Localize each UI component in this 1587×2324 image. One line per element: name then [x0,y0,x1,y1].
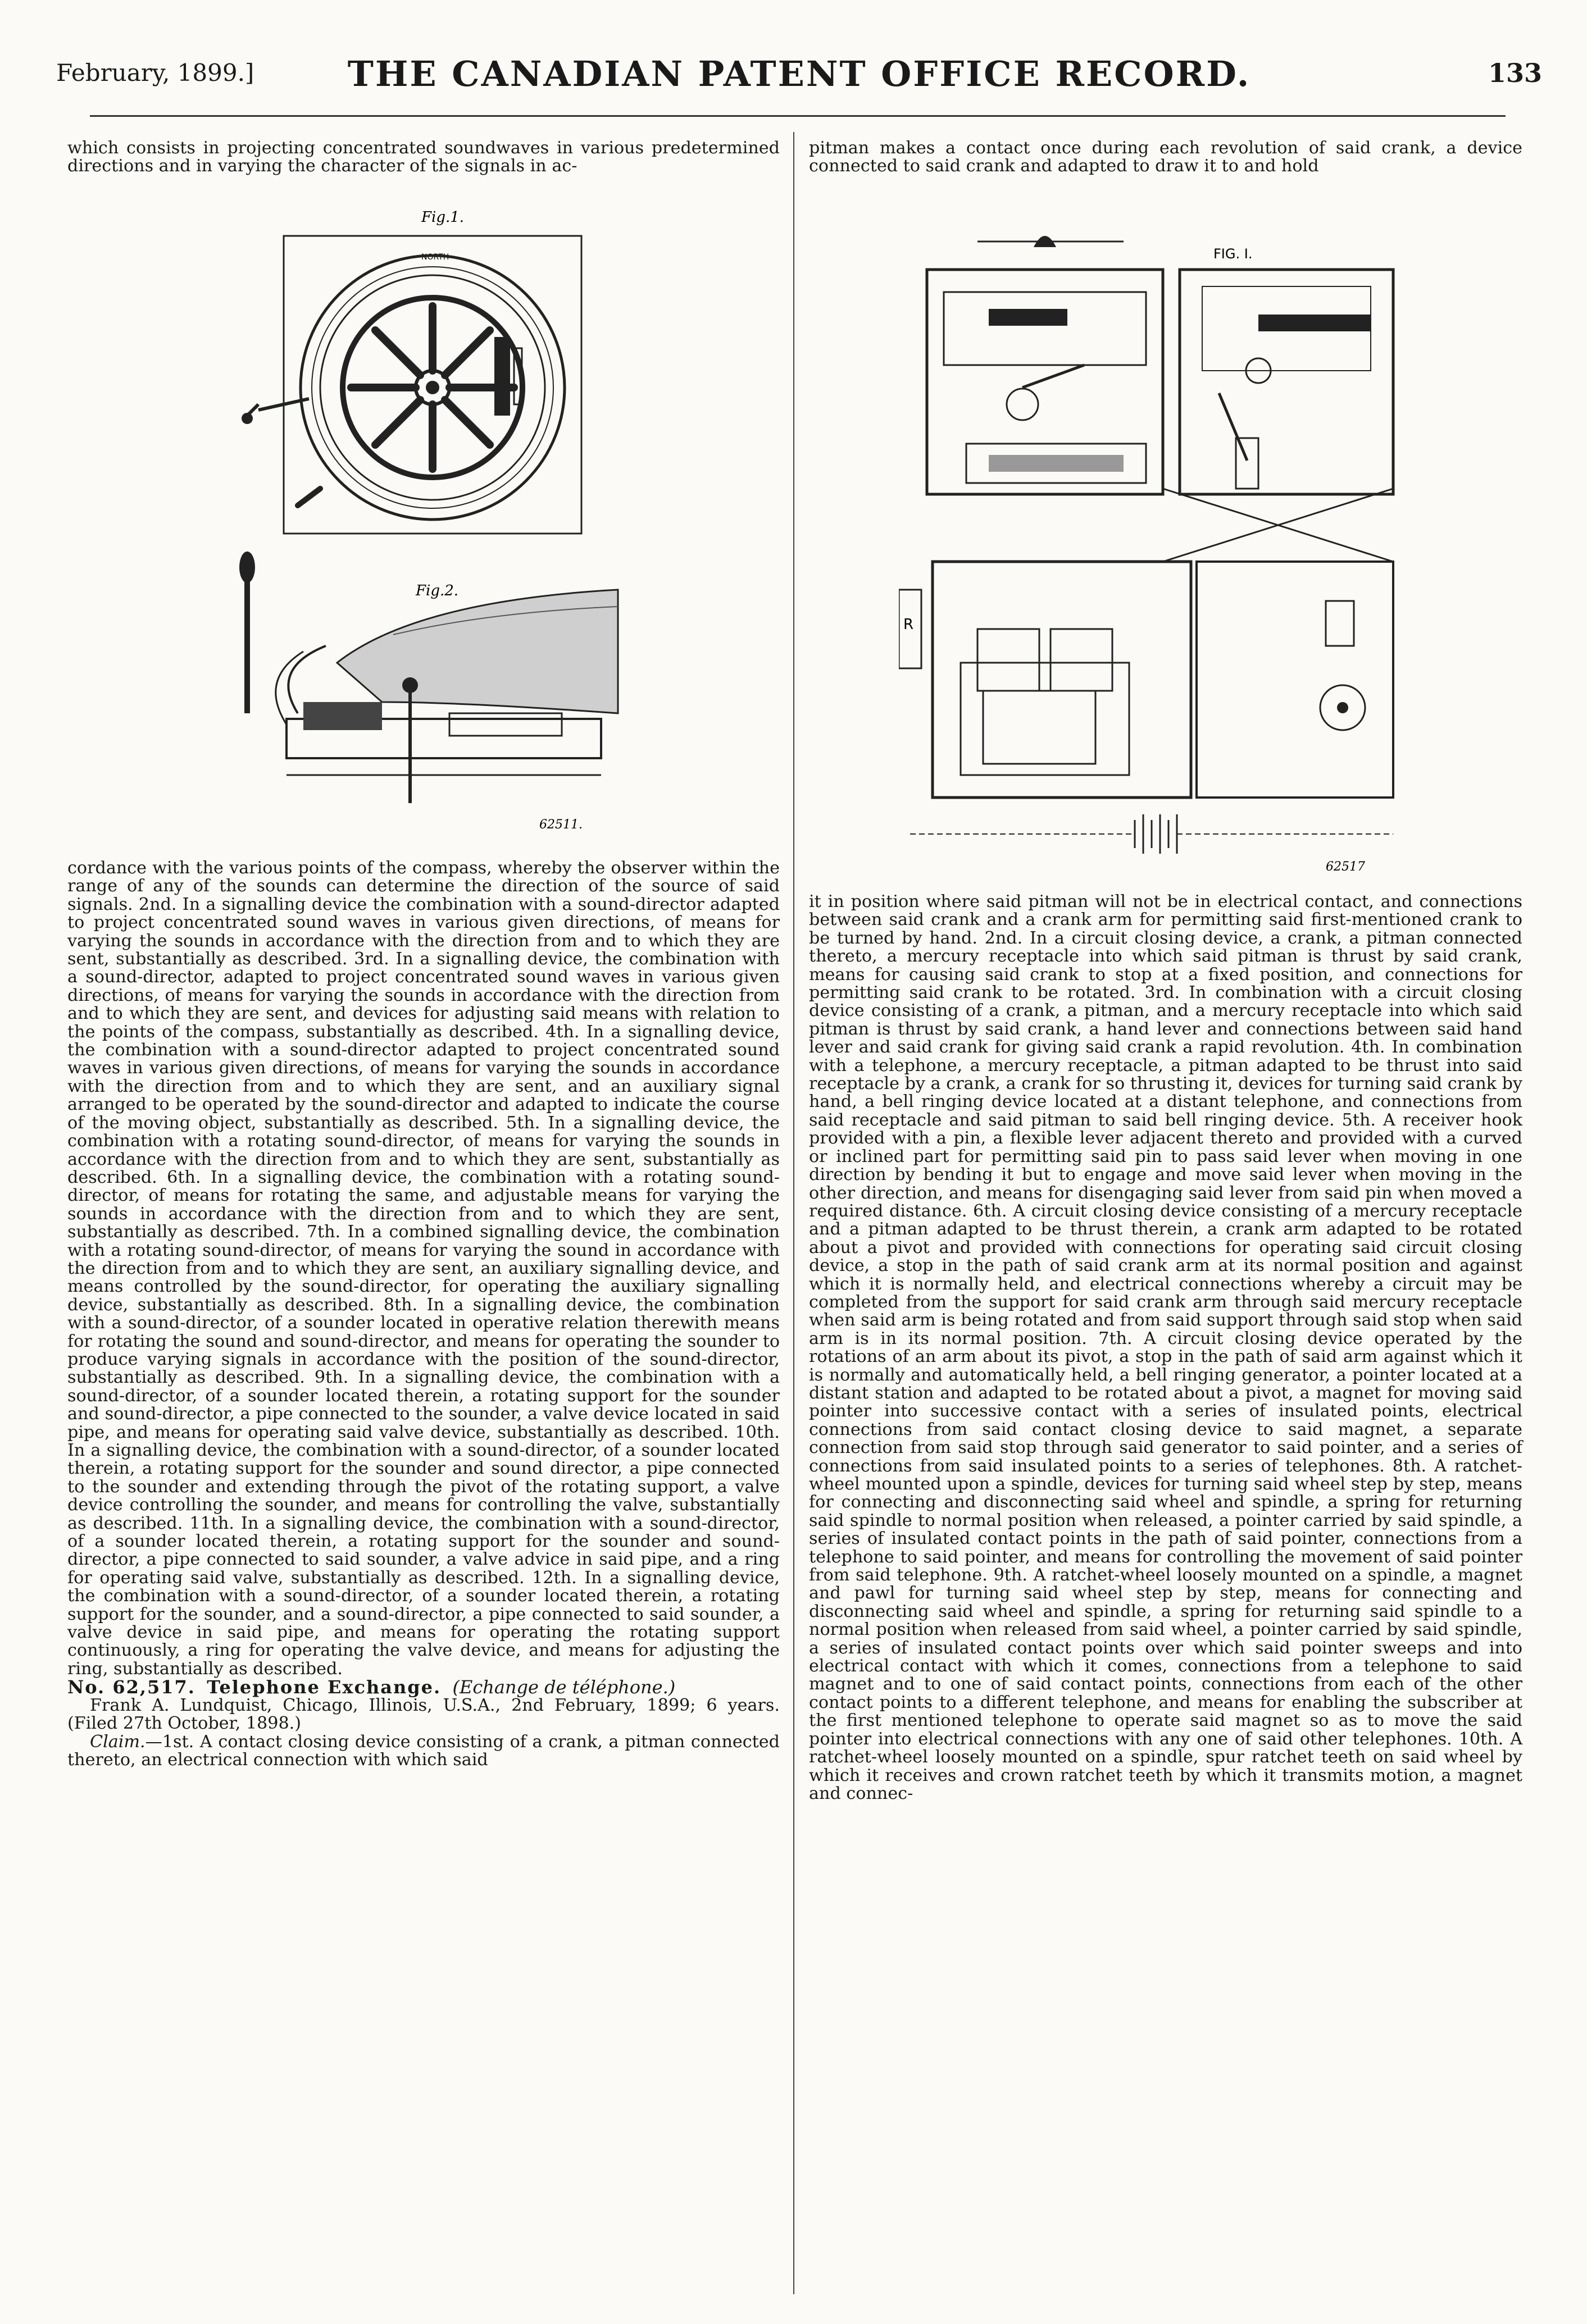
fig1-label: Fig.1. [421,209,465,226]
patent-inventor: Frank A. Lundquist, Chicago, Illinois, U.S.A., 2nd February, 1899; 6 years. (Filed 27th October, 1898.) [67,1695,780,1734]
publication-title: THE CANADIAN PATENT OFFICE RECORD. [347,53,1251,94]
header-rule [90,115,1506,117]
right-column-body [809,893,1522,1803]
page-header [56,53,1542,110]
sound-director-drawing [236,208,640,837]
patent-number: No. 62,517. [67,1676,195,1698]
right-top-paragraph: pitman makes a contact once during each revolution of said crank, a device connected to said crank and adapted to draw it to and hold [809,138,1522,176]
right-column-top-text [809,139,1522,176]
left-claims-paragraph: cordance with the various points of the compass, whereby the observer within the range of any of the sounds can determine the direction of the source of said signals. 2nd. In a signalling device the combination with a sound-director adapted to project concentrated sound waves in various given directions, of means for varying the sounds in accordance with the direction from and to which they are sent, substantially as described. 3rd. In a signalling device, the combination with a sound-director, adapted to project concentrated sound waves in various given directions, of means for varying the sounds in accordance with the direction from and to which they are sent, and devices for adjusting said means with relation to the points of the compass, substantially as described. 4th. In a signalling device, the combination with a sound-director adapted to project concentrated sound waves in various given directions, of means for varying the sounds in accordance with the direction from and to which they are sent, and an auxiliary signal arranged to be operated by the sound-director and adapted to indicate the course of the moving object, substantially as described. 5th. In a signalling device, the combination with a rotating sound-director, of means for varying the sounds in accordance with the direction from and to which they are sent, substantially as described. 6th. In a signalling device, the combination with a rotating sound-director, of means for rotating the same, and adjustable means for varying the sounds in accordance with the direction from and to which they are sent, substantially as described. 7th. In a combined signalling device, the combination with a rotating sound-director, of means for varying the sound in accordance with the direction from and to which they are sent, an auxiliary signalling device, and means controlled by the sound-director, for operating the auxiliary signalling device, substantially as described. 8th. In a signalling device, the combination with a sound-director, of a sounder located in operative relation therewith means for rotating the sound and sound-director, and means for operating the sounder to produce varying signals in accordance with the position of the sound-director, substantially as described. 9th. In a signalling device, the combination with a sound-director, of a sounder located therein, a rotating support for the sounder and sound-director, a pipe connected to the sounder, a valve device located in said pipe, and means for operating said valve device, substantially as described. 10th. In a signalling device, the combination with a sound-director, of a sounder located therein, a rotating support for the sounder and sound director, a pipe connected to the sounder and extending through the pivot of the rotating support, a valve device controlling the sounder, and means for controlling the valve, substantially as described. 11th. In a signalling device, the combination with a sound-director, of a sounder located therein, a rotating support for the sounder and sound-director, a pipe connected to said sounder, a valve advice in said pipe, and a ring for operating said valve, substantially as described. 12th. In a signalling device, the combination with a sound-director, of a sounder located therein, a rotating support for the sounder, and a sound-director, a pipe connected to said sounder, a valve device in said pipe, and means for operating the rotating support continuously, a ring for operating the valve device, and means for adjusting the ring, substantially as described. [67,858,780,1679]
patent-figure-62517 [899,225,1404,876]
right-claims-paragraph: it in position where said pitman will not be in electrical contact, and connections between said crank and a crank arm for permitting said first-mentioned crank to be turned by hand. 2nd. In a circuit closing device, a crank, a pitman connected thereto, a mercury receptacle into which said pitman is thrust by said crank, means for causing said crank to stop at a fixed position, and connections for permitting said crank to be rotated. 3rd. In combination with a circuit closing device consisting of a crank, a pitman, and a mercury receptacle into which said pitman is thrust by said crank, a hand lever and connections between said hand lever and said crank for giving said crank a rapid revolution. 4th. In combination with a telephone, a mercury receptacle, a pitman adapted to be thrust into said receptacle by a crank, a crank for so thrusting it, devices for turning said crank by hand, a bell ringing device located at a distant telephone, and connections from said receptacle and said pitman to said bell ringing device. 5th. A receiver hook provided with a pin, a flexible lever adjacent thereto and provided with a curved or inclined part for permitting said pin to pass said lever when moving in one direction by bending it but to engage and move said lever when moving in the other direction, and means for disengaging said lever from said pin when moved a required distance. 6th. A circuit closing device consisting of a mercury receptacle and a pitman adapted to be thrust therein, a crank arm adapted to be rotated about a pivot and provided with connections for operating said circuit closing device, a stop in the path of said crank arm at its normal position and against which it is normally held, and electrical connections whereby a circuit may be completed from the support for said crank arm through said mercury receptacle when said arm is being rotated and from said support through said stop when said arm is in its normal position. 7th. A circuit closing device operated by the rotations of an arm about its pivot, a stop in the path of said arm against which it is normally and automatically held, a bell ringing generator, a pointer located at a distant station and adapted to be rotated about a pivot, a magnet for moving said pointer into successive contact with a series of insulated points, electrical connections from said contact closing device to said magnet, a separate connection from said stop through said generator to said pointer, and a series of connections from said insulated points to a series of telephones. 8th. A ratchet-wheel mounted upon a spindle, devices for turning said wheel step by step, means for connecting and disconnecting said wheel and spindle, a spring for returning said spindle to normal position when released, a pointer carried by said spindle, a series of insulated contact points in the path of said pointer, connections from a telephone to said pointer, and means for controlling the movement of said pointer from said telephone. 9th. A ratchet-wheel loosely mounted on a spindle, a magnet and pawl for turning said wheel step by step, means for connecting and disconnecting said wheel and spindle, a spring for returning said spindle to a normal position when released from said wheel, a pointer carried by said spindle, a series of insulated contact points over which said pointer sweeps and into electrical contact with which it comes, connections from a telephone to said magnet and to one of said contact points, connections from each of the other contact points to a different telephone, and means for enabling the subscriber at the first mentioned telephone to operate said magnet so as to move the said pointer into electrical connections with any one of said other telephones. 10th. A ratchet-wheel loosely mounted on a spindle, spur ratchet teeth on said wheel by which it receives and crown ratchet teeth by which it transmits motion, a magnet and connec- [809,892,1522,1803]
claim-label: Claim. [90,1731,145,1752]
fig2-label: Fig.2. [416,582,459,599]
column-divider [793,132,794,2294]
page-number: 133 [1488,58,1542,88]
patent-title: Telephone Exchange. [207,1676,442,1698]
left-column-body [67,859,780,1769]
receiver-label: R [903,616,914,633]
patent-claim-start [67,1733,780,1770]
telephone-exchange-drawing [899,225,1404,876]
figure-patent-number: 62511. [539,818,583,832]
figure-patent-number-right: 62517 [1326,860,1365,874]
issue-date: February, 1899.] [56,59,254,86]
claim-text: —1st. A contact closing device consisting of a crank, a pitman connected thereto, an electrical connection with which said [67,1731,780,1770]
left-top-paragraph: which consists in projecting concentrated soundwaves in various predetermined directions and in varying the character of the signals in ac- [67,138,780,176]
patent-entry-heading [67,1678,780,1696]
patent-title-french: (Echange de téléphone.) [452,1676,676,1698]
north-label: NORTH [421,253,449,262]
fig-label: FIG. I. [1213,246,1253,262]
patent-figure-62511 [236,208,640,837]
left-column-top-text [67,139,780,176]
